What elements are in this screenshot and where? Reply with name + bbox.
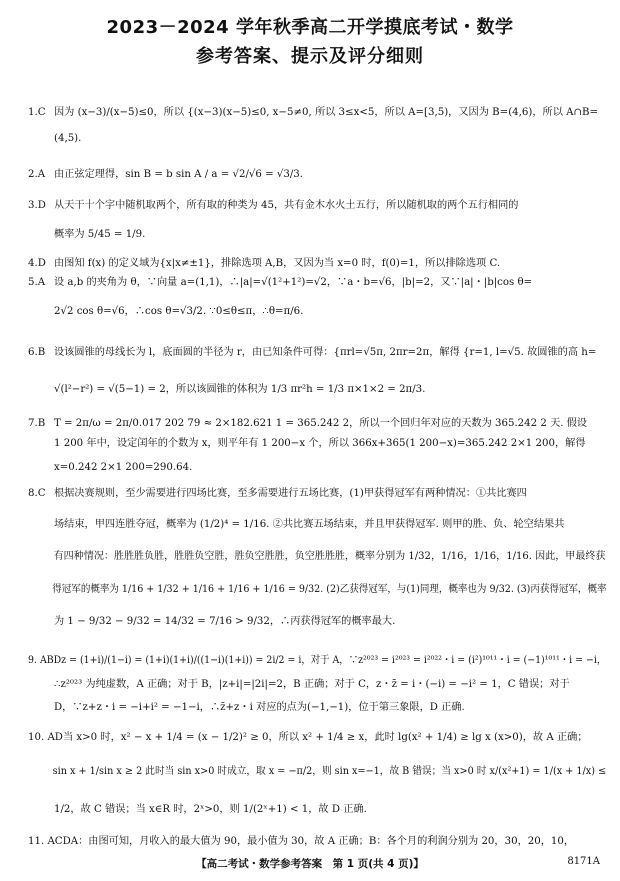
page-footer: 【高二考试・数学参考答案 第 1 页(共 4 页)】	[196, 858, 424, 870]
question-number: 7.B	[28, 418, 46, 429]
question-number: 5.A	[28, 277, 46, 288]
answer-text: 1 200 年中，设定闰年的个数为 x，则平年有 1 200−x 个，所以 366x+365(1 200−x)=365.242 2×1 200，解得	[54, 438, 586, 449]
answer-line	[28, 698, 465, 713]
answer-text: 场结束，甲四连胜夺冠，概率为 (1/2)⁴ = 1/16. ②共比赛五场结束，并且甲获得冠军. 则甲的胜、负、轮空结果共	[54, 519, 565, 530]
answer-line	[28, 612, 395, 627]
answer-text: ∴z²⁰²³ 为纯虚数，A 正确；对于 B，|z+i|=|2i|=2，B 正确；对于 C，z・z̄ = i・(−i) = −i² = 1，C 错误；对于	[54, 679, 570, 690]
question-number: 8.C	[28, 488, 46, 499]
answer-text: 由正弦定理得，sin B = b sin A / a = √2/√6 = √3/3.	[54, 169, 304, 180]
answer-line	[28, 800, 367, 815]
answer-text: z = (1+i)/(1−i) = (1+i)(1+i)/((1−i)(1+i)) = 2i/2 = i，对于 A，∵z²⁰²³ = i²⁰²³ = i²⁰²²・i = (i²)¹⁰¹¹・i = (−1)¹⁰¹¹・i = −i，	[61, 655, 607, 666]
answer-line	[28, 484, 527, 499]
answer-line	[28, 580, 606, 595]
question-number: 3.D	[28, 200, 46, 211]
answer-line	[28, 302, 303, 317]
answer-line	[28, 343, 596, 358]
answer-line	[28, 165, 303, 180]
question-number: 10. AD	[28, 732, 63, 743]
answer-line	[28, 675, 570, 690]
answer-line	[28, 728, 588, 743]
answer-text: 得冠军的概率为 1/16 + 1/32 + 1/16 + 1/16 + 1/16 = 9/32. (2)乙获得冠军，与(1)同理，概率也为 9/32. (3)丙获得冠军，概率	[52, 584, 607, 595]
question-number: 1.C	[28, 107, 46, 118]
answer-text: T = 2π/ω = 2π/0.017 202 79 ≈ 2×182.621 1 = 365.242 2，所以一个回归年对应的天数为 365.242 2 天. 假设	[54, 418, 588, 429]
page-subtitle: 参考答案、提示及评分细则	[196, 46, 424, 67]
answer-line	[28, 651, 606, 666]
answer-line	[28, 434, 586, 449]
answer-text: A：由图可知，月收入的最大值为 90，最小值为 30，故 A 正确；B：各个月的利润分别为 20，30，20，10，	[70, 836, 575, 847]
answer-text: 设该圆锥的母线长为 l，底面圆的半径为 r，由已知条件可得：{πrl=√5π, 2πr=2π，解得 {r=1, l=√5. 故圆锥的高 h=	[54, 347, 597, 358]
answer-text: 概率为 5/45 = 1/9.	[54, 229, 146, 240]
answer-line	[28, 762, 606, 777]
answer-line	[28, 832, 574, 847]
answer-line	[28, 414, 587, 429]
question-number: 11. ACD	[28, 836, 71, 847]
answer-line	[28, 515, 564, 530]
answer-line	[28, 196, 518, 211]
answer-text: 当 x>0 时，x² − x + 1/4 = (x − 1/2)² ≥ 0，所以 x² + 1/4 ≥ x，此时 lg(x² + 1/4) ≥ lg x (x>0)，故 A 正确；	[62, 732, 588, 743]
answer-text: x=0.242 2×1 200=290.64.	[54, 462, 193, 473]
document-code: 8171A	[567, 856, 600, 867]
answer-line	[28, 462, 192, 473]
answer-line	[28, 133, 81, 144]
page-title: 2023－2024 学年秋季高二开学摸底考试・数学	[106, 17, 514, 38]
answer-line	[28, 254, 500, 269]
answer-text: 有四种情况：胜胜胜负胜，胜胜负空胜，胜负空胜胜，负空胜胜胜，概率分别为 1/32，1/16，1/16，1/16. 因此，甲最终获	[53, 551, 606, 562]
answer-text: 设 a,b 的夹角为 θ，∵向量 a=(1,1)，∴|a|=√(1²+1²)=√2，∵a・b=√6，|b|=2，又∵|a|・|b|cos θ=	[54, 277, 533, 288]
answer-text: 由图知 f(x) 的定义域为{x|x≠±1}，排除选项 A,B，又因为当 x=0 时，f(0)=1，所以排除选项 C.	[54, 258, 501, 269]
question-number: 4.D	[28, 258, 46, 269]
answer-text: sin x + 1/sin x ≥ 2 此时当 sin x>0 时成立，取 x = −π/2，则 sin x=−1，故 B 错误；当 x>0 时 x/(x²+1) = 1/(x + 1/x) ≤	[52, 766, 607, 777]
answer-text: 为 1 − 9/32 − 9/32 = 14/32 = 7/16 > 9/32，∴丙获得冠军的概率最大.	[54, 616, 396, 627]
answer-text: 从天干十个字中随机取两个，所有取的种类为 45，共有金木水火土五行，所以随机取的两个五行相同的	[54, 200, 519, 211]
answer-text: D，∵z+z・i = −i+i² = −1−i，∴z̄+z・i 对应的点为(−1,−1)，位于第三象限，D 正确.	[54, 702, 465, 713]
question-number: 6.B	[28, 347, 46, 358]
answer-line	[28, 380, 425, 395]
answer-text: (4,5).	[54, 133, 82, 144]
answer-text: 2√2 cos θ=√6，∴cos θ=√3/2. ∵0≤θ≤π，∴θ=π/6.	[54, 306, 304, 317]
question-number: 2.A	[28, 169, 46, 180]
answer-text: √(l²−r²) = √(5−1) = 2，所以该圆锥的体积为 1/3 πr²h = 1/3 π×1×2 = 2π/3.	[54, 384, 426, 395]
answer-line	[28, 273, 532, 288]
question-number: 9. ABD	[28, 655, 62, 666]
answer-text: 1/2，故 C 错误；当 x∈R 时，2ˣ>0，则 1/(2ˣ+1) < 1，故 D 正确.	[54, 804, 367, 815]
answer-line	[28, 225, 145, 240]
answer-line	[28, 103, 598, 118]
answer-text: 因为 (x−3)/(x−5)≤0，所以 {(x−3)(x−5)≤0, x−5≠0, 所以 3≤x<5，所以 A=[3,5)，又因为 B=(4,6)，所以 A∩B=	[54, 107, 599, 118]
answer-text: 根据决赛规则，至少需要进行四场比赛，至多需要进行五场比赛，(1)甲获得冠军有两种情况：①共比赛四	[54, 488, 527, 499]
answer-line	[28, 547, 605, 562]
